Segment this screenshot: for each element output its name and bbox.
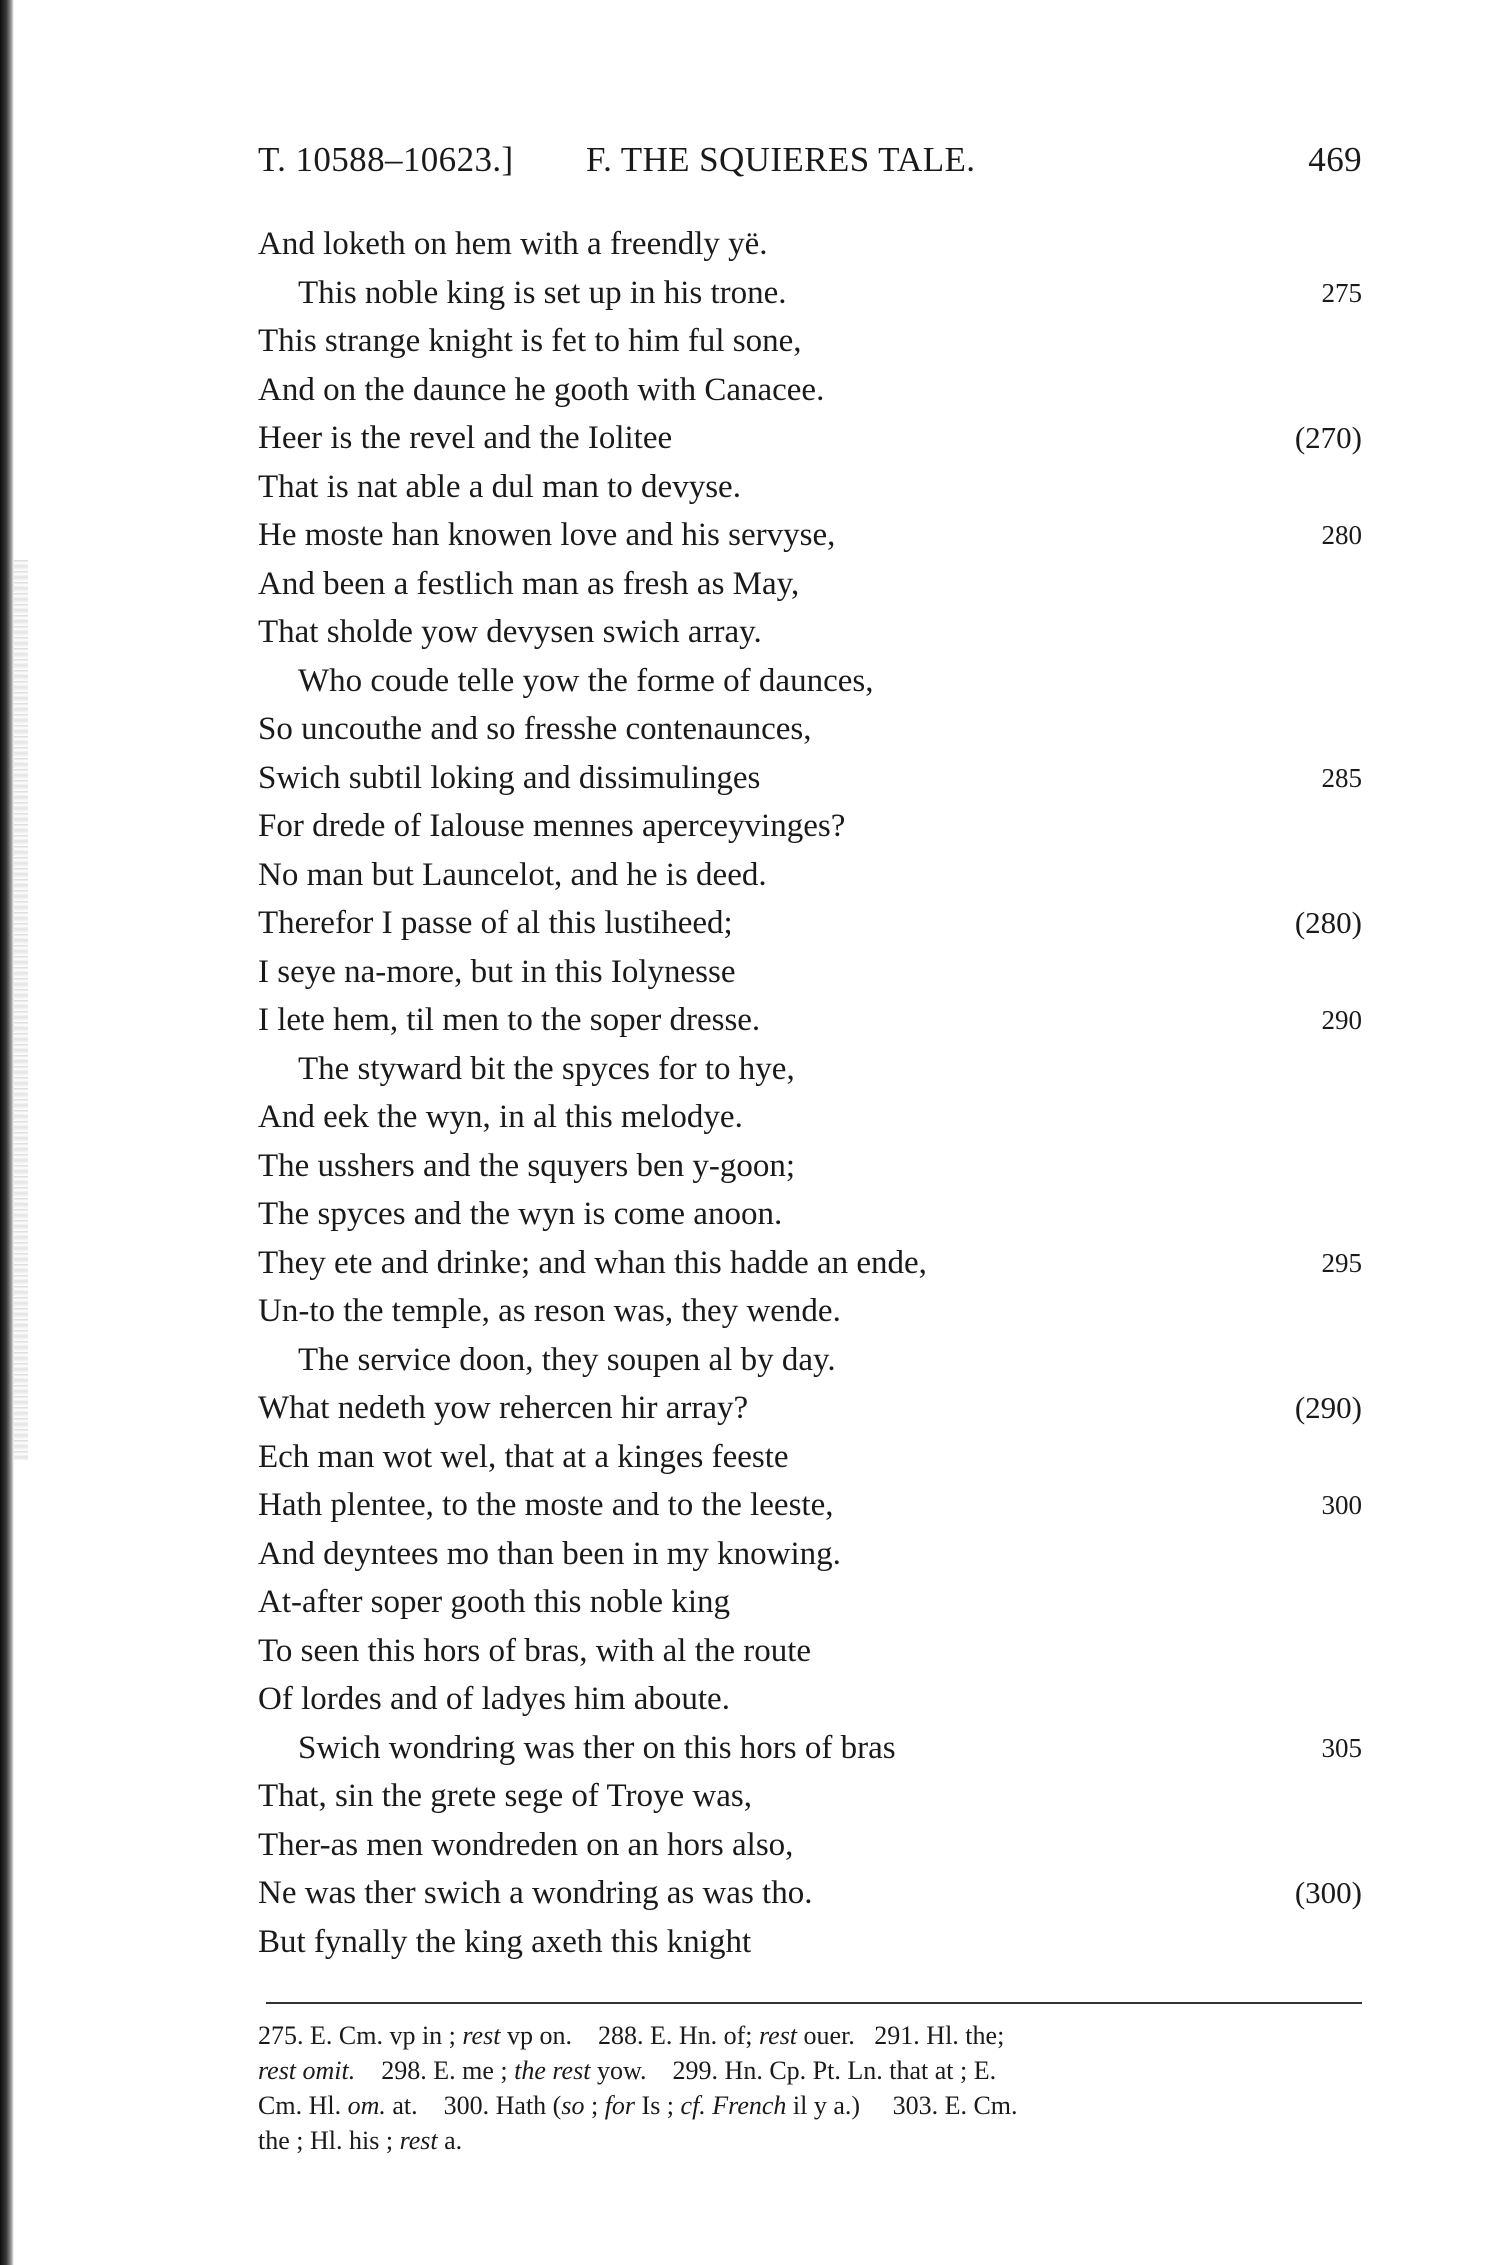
verse-text: And eek the wyn, in al this melodye.: [258, 1099, 743, 1135]
footnote-italic: the rest: [514, 2056, 591, 2085]
verse-text: So uncouthe and so fresshe contenaunces,: [258, 711, 812, 747]
verse-text: Ne was ther swich a wondring as was tho.: [258, 1875, 813, 1911]
verse-text: But fynally the king axeth this knight: [258, 1923, 752, 1960]
line-number: 300: [1321, 1490, 1362, 1520]
book-page: [258, 140, 1362, 2160]
verse-text: The styward bit the spyces for to hye,: [298, 1050, 795, 1087]
verse-line: [258, 802, 1362, 851]
footnotes: [258, 2018, 1362, 2158]
line-range: T. 10588–10623.]: [258, 140, 514, 179]
line-number: 290: [1321, 1005, 1362, 1035]
verse-line: [258, 1578, 1362, 1627]
verse-line: [258, 366, 1362, 415]
verse-text: Swich subtil loking and dissimulinges: [258, 759, 761, 796]
footnote-italic: so: [561, 2091, 585, 2120]
verse-line: [258, 1675, 1362, 1724]
verse-list: [258, 220, 1362, 1966]
verse-text: Who coude telle yow the forme of daunces,: [298, 662, 874, 699]
footnote-text: ouer. 291. Hl. the;: [797, 2021, 1005, 2050]
line-number: 295: [1321, 1247, 1362, 1278]
footnote-text: vp on. 288. E. Hn. of;: [500, 2021, 759, 2050]
verse-text: This noble king is set up in his trone.: [298, 274, 787, 311]
footnote-italic: om.: [347, 2091, 386, 2120]
verse-line: [258, 608, 1362, 657]
verse-text: To seen this hors of bras, with al the route: [258, 1632, 812, 1669]
footnote-text: Is ;: [635, 2091, 681, 2120]
footnote-text: the ; Hl. his ;: [258, 2126, 400, 2155]
binding-shadow: [14, 560, 28, 1460]
verse-line: [258, 1918, 1362, 1967]
verse-text: What nedeth yow rehercen hir array?: [258, 1390, 749, 1426]
footnote-text: a.: [437, 2126, 463, 2155]
verse-text: Hath plentee, to the moste and to the leeste,: [258, 1487, 834, 1523]
line-number: 285: [1321, 762, 1362, 793]
verse-line: [258, 511, 1362, 560]
verse-text: The service doon, they soupen al by day.: [298, 1341, 836, 1378]
verse-text: And been a festlich man as fresh as May,: [258, 565, 800, 602]
footnote-text: il y a.) 303. E. Cm.: [786, 2091, 1018, 2120]
verse-text: He moste han knowen love and his servyse,: [258, 517, 836, 553]
verse-line: [258, 1142, 1362, 1191]
verse-text: And deyntees mo than been in my knowing.: [258, 1535, 841, 1572]
verse-text: Ech man wot wel, that at a kinges feeste: [258, 1438, 789, 1475]
verse-text: Un-to the temple, as reson was, they wende.: [258, 1293, 841, 1329]
footnote-italic: rest: [399, 2126, 438, 2155]
footnote-text: at. 300. Hath (: [385, 2091, 562, 2120]
verse-text: At-after soper gooth this noble king: [258, 1584, 730, 1620]
footnote-text: Cm. Hl.: [258, 2091, 348, 2120]
binding-edge: [0, 0, 14, 2265]
footnote-italic: cf. French: [680, 2091, 787, 2120]
footnote-text: 298. E. me ;: [355, 2056, 515, 2085]
verse-line: [258, 463, 1362, 512]
verse-line: [258, 1869, 1362, 1918]
verse-line: [258, 1772, 1362, 1821]
footnote-text: yow. 299. Hn. Cp. Pt. Ln. that at ; E.: [590, 2056, 997, 2085]
verse-line: [258, 1190, 1362, 1239]
footnote-italic: rest: [462, 2021, 501, 2050]
verse-line: [258, 1384, 1362, 1433]
verse-text: Therefor I passe of al this lustiheed;: [258, 905, 733, 941]
verse-text: No man but Launcelot, and he is deed.: [258, 856, 767, 893]
verse-line: [258, 705, 1362, 754]
verse-text: Ther-as men wondreden on an hors also,: [258, 1826, 794, 1863]
alt-line-number: (290): [1294, 1390, 1362, 1425]
verse-line: [258, 269, 1362, 318]
verse-text: That, sin the grete sege of Troye was,: [258, 1778, 752, 1814]
page-number: 469: [1308, 140, 1362, 179]
verse-line: [258, 1433, 1362, 1482]
verse-text: The usshers and the squyers ben y-goon;: [258, 1147, 796, 1184]
verse-line: [258, 1336, 1362, 1385]
verse-text: And on the daunce he gooth with Canacee.: [258, 371, 825, 408]
alt-line-number: (280): [1294, 905, 1362, 940]
footnote-line: [258, 2053, 1362, 2088]
verse-line: [258, 657, 1362, 706]
alt-line-number: (270): [1294, 420, 1362, 455]
verse-line: [258, 1821, 1362, 1870]
verse-text: Of lordes and of ladyes him aboute.: [258, 1681, 730, 1717]
footnote-italic: rest omit.: [258, 2056, 356, 2085]
footnote-italic: for: [604, 2091, 636, 2120]
line-number: 275: [1321, 277, 1362, 308]
footnote-text: 275. E. Cm. vp in ;: [258, 2021, 463, 2050]
line-number: 305: [1321, 1732, 1362, 1763]
alt-line-number: (300): [1294, 1875, 1362, 1910]
verse-text: That sholde yow devysen swich array.: [258, 614, 762, 650]
verse-line: [258, 1724, 1362, 1773]
verse-text: I seye na-more, but in this Iolynesse: [258, 953, 736, 990]
verse-text: This strange knight is fet to him ful sone,: [258, 323, 802, 359]
section-title: F. THE SQUIERES TALE.: [586, 140, 976, 179]
verse-line: [258, 220, 1362, 269]
verse-line: [258, 317, 1362, 366]
verse-line: [258, 1287, 1362, 1336]
verse-text: The spyces and the wyn is come anoon.: [258, 1196, 783, 1232]
footnote-line: [258, 2088, 1362, 2123]
verse-line: [258, 948, 1362, 997]
verse-line: [258, 851, 1362, 900]
verse-text: That is nat able a dul man to devyse.: [258, 468, 741, 505]
verse-line: [258, 1481, 1362, 1530]
footnote-line: [258, 2123, 1362, 2158]
footnote-line: [258, 2018, 1362, 2053]
verse-line: [258, 414, 1362, 463]
verse-line: [258, 1093, 1362, 1142]
verse-line: [258, 754, 1362, 803]
verse-text: I lete hem, til men to the soper dresse.: [258, 1002, 761, 1038]
verse-line: [258, 996, 1362, 1045]
footnote-text: ;: [584, 2091, 605, 2120]
verse-line: [258, 1239, 1362, 1288]
verse-text: And loketh on hem with a freendly yë.: [258, 226, 768, 262]
running-header: [258, 140, 1362, 190]
verse-line: [258, 899, 1362, 948]
verse-line: [258, 1627, 1362, 1676]
footnote-rule: [266, 2002, 1362, 2004]
verse-text: Heer is the revel and the Iolitee: [258, 420, 673, 456]
verse-text: For drede of Ialouse mennes aperceyvinges?: [258, 808, 846, 844]
verse-line: [258, 1045, 1362, 1094]
verse-line: [258, 1530, 1362, 1579]
verse-text: Swich wondring was ther on this hors of bras: [298, 1729, 896, 1766]
line-number: 280: [1321, 520, 1362, 550]
verse-line: [258, 560, 1362, 609]
footnote-italic: rest: [759, 2021, 798, 2050]
verse-text: They ete and drinke; and whan this hadde an ende,: [258, 1244, 927, 1281]
